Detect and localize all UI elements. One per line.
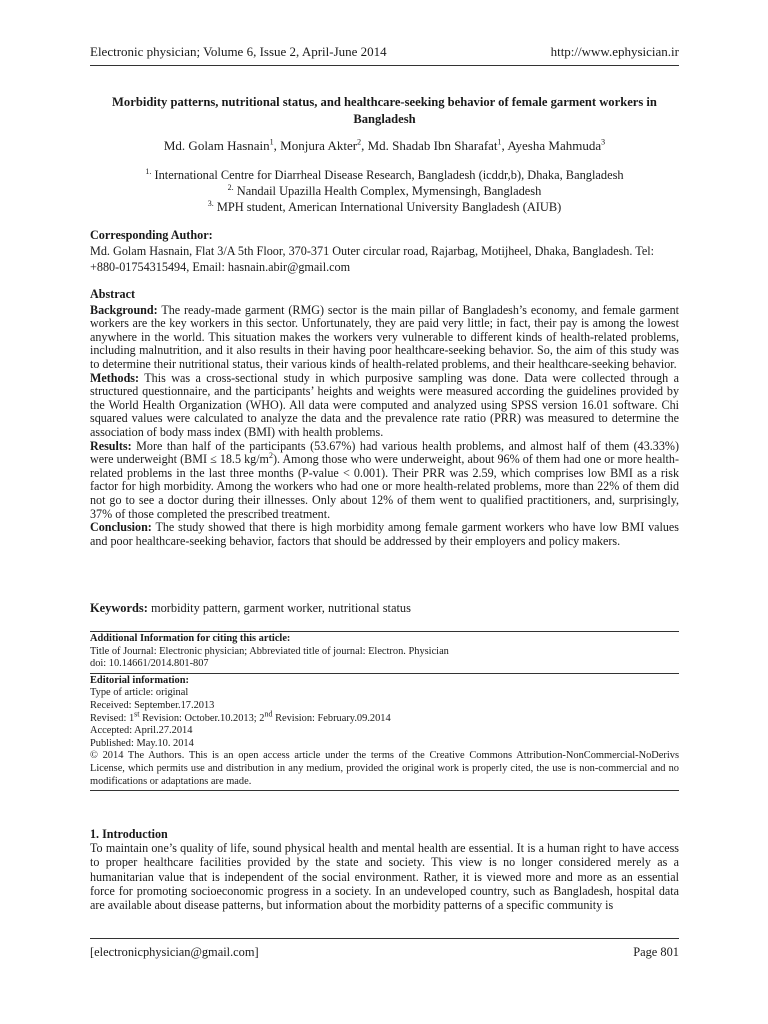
received-date: Received: September.17.2013 [90, 699, 215, 711]
affiliations [90, 167, 679, 215]
corresponding-text: Md. Golam Hasnain, Flat 3/A 5th Floor, 370-371 Outer circular road, Rajarbag, Motijheel, Dhaka, Bangladesh. Tel: +880-01754315494, Email: hasnain.abir@gmail.com [90, 244, 655, 274]
results-sup: 2 [268, 451, 273, 461]
revised-text: Revision: October.10.2013; 2 [139, 712, 265, 724]
keywords [90, 601, 679, 616]
author-affil-sup: 3 [601, 137, 606, 147]
author-name: Md. Shadab Ibn Sharafat [367, 138, 498, 153]
running-footer [90, 945, 679, 960]
author-name: Monjura Akter [280, 138, 358, 153]
background-text: The ready-made garment (RMG) sector is the main pillar of Bangladesh’s economy, and female garment workers are the key workers in this sector. Unfortunately, they are paid very little; in fact, their pay is among the lowest anywhere in the world. This situation makes the workers very vulnerable to different kinds of health-related problems, including malnutrition, and it also results in their having poor healthcare-seeking behavior. So, the aim of this study was to determine their nutritional status, their various kinds of health-related problems, and their healthcare-seeking behavior. [90, 302, 679, 371]
affil-text: MPH student, American International University Bangladesh (AIUB) [216, 200, 562, 214]
page-number: Page 801 [633, 945, 679, 959]
conclusion-label: Conclusion: [90, 520, 152, 535]
methods-label: Methods: [90, 370, 140, 385]
revised-text: Revision: February.09.2014 [272, 712, 391, 724]
corresponding-heading: Corresponding Author: [90, 228, 213, 242]
accepted-date: Accepted: April.27.2014 [90, 725, 193, 737]
author-affil-sup: 2 [357, 137, 362, 147]
author-affil-sup: 1 [497, 137, 502, 147]
affiliation [90, 167, 679, 183]
author-name: Md. Golam Hasnain [163, 138, 270, 153]
citing-heading: Additional Information for citing this article: [90, 633, 291, 644]
keywords-label: Keywords: [90, 601, 148, 615]
results-label: Results: [90, 438, 132, 453]
journal-info: Electronic physician; Volume 6, Issue 2, April-June 2014 [90, 44, 387, 59]
citing-journal: Title of Journal: Electronic physician; Abbreviated title of journal: Electron. Physician [90, 645, 449, 657]
results-text-cont: ). Among those who were underweight, about 96% of them had one or more health-related problems in the last three months (P-value < 0.001). Their PRR was 2.59, which comprises low BMI as a risk factor for high morbidity. Among the workers who had one or more health-related problems, more than 22% of them did not go to see a doctor during their illnesses. Only about 12% of them went to qualified practitioners, and, surprisingly, 37% of those completed the prescribed treatment. [90, 452, 679, 521]
background-label: Background: [90, 302, 158, 317]
affil-num: 2. [227, 182, 234, 192]
abstract-background [90, 304, 679, 372]
introduction-text: To maintain one’s quality of life, sound physical health and mental health are essential. It is a human right to have access to proper healthcare facilities provided by the state and society. This view is no longer considered merely as a humanitarian value that is independent of the social environment. Rather, it is viewed more and more as an essential force for promoting socioeconomic progress in a society. In an undeveloped country, such as Bangladesh, hospital data are available about disease patterns, but information about the morbidity patterns of a specific community is [90, 841, 679, 913]
article-type: Type of article: original [90, 687, 189, 699]
info-bottom-rule [90, 790, 679, 791]
footer-email[interactable]: [electronicphysician@gmail.com] [90, 945, 259, 959]
citing-section [90, 632, 679, 673]
author-name: Ayesha Mahmuda [507, 138, 602, 153]
revised-sup: st [134, 709, 140, 719]
affil-text: International Centre for Diarrheal Disease Research, Bangladesh (icddr,b), Dhaka, Bangladesh [154, 168, 624, 182]
methods-text: This was a cross-sectional study in which purposive sampling was done. Data were collected through a structured questionnaire, and the participants’ heights and weights were measured according the guidelines provided by the World Health Organization (WHO). All data were computed and analyzed using SPSS version 16.01 software. Chi squared values were calculated to analyze the data and the prevalence rate ratio (PRR) was measured to determine the association of body mass index (BMI) with health problems. [90, 370, 679, 439]
corresponding-author [90, 227, 679, 275]
citing-doi[interactable]: doi: 10.14661/2014.801-807 [90, 658, 209, 670]
revised-text: Revised: 1 [90, 712, 135, 724]
article-info-box [90, 631, 679, 791]
affiliation [90, 199, 679, 215]
editorial-heading: Editorial information: [90, 674, 189, 686]
editorial-section [90, 674, 679, 790]
journal-url[interactable]: http://www.ephysician.ir [550, 44, 679, 59]
abstract [90, 288, 679, 548]
author-list: Md. Golam Hasnain$^1$, Monjura Akter$^2$, Md. Shadab Ibn Sharafat$^1$, Ayesha Mahmuda$^3$ [163, 137, 606, 153]
introduction [90, 827, 679, 912]
results-text: More than half of the participants (53.67%) had various health problems, and almost half of them (43.33%) were underweight (BMI ≤ 18.5 kg/m [90, 438, 679, 467]
footer-divider [90, 938, 679, 939]
revised-dates [90, 709, 679, 726]
header-divider [90, 65, 679, 66]
published-date: Published: May.10. 2014 [90, 737, 194, 749]
affil-num: 1. [145, 166, 152, 176]
abstract-heading: Abstract [90, 287, 136, 301]
keywords-text: morbidity pattern, garment worker, nutritional status [150, 601, 411, 615]
abstract-methods [90, 372, 679, 440]
article-title: Morbidity patterns, nutritional status, and healthcare-seeking behavior of female garment workers in Bangladesh [112, 95, 657, 126]
author-affil-sup: 1 [269, 137, 274, 147]
affil-text: Nandail Upazilla Health Complex, Mymensingh, Bangladesh [236, 184, 542, 198]
license-text: © 2014 The Authors. This is an open access article under the terms of the Creative Commons Attribution-NonCommercial-NoDerivs License, which permits use and distribution in any medium, provided the original work is properly cited, the use is non-commercial and no modifications or adaptations are made. [90, 750, 679, 787]
affiliation [90, 183, 679, 199]
introduction-heading: 1. Introduction [90, 827, 168, 841]
abstract-results [90, 440, 679, 522]
affil-num: 3. [207, 198, 214, 208]
running-header [90, 44, 679, 60]
conclusion-text: The study showed that there is high morbidity among female garment workers who have low BMI values and poor healthcare-seeking behavior, factors that should be addressed by their employers and policy makers. [90, 520, 680, 548]
revised-sup: nd [264, 709, 273, 719]
abstract-conclusion [90, 521, 679, 548]
